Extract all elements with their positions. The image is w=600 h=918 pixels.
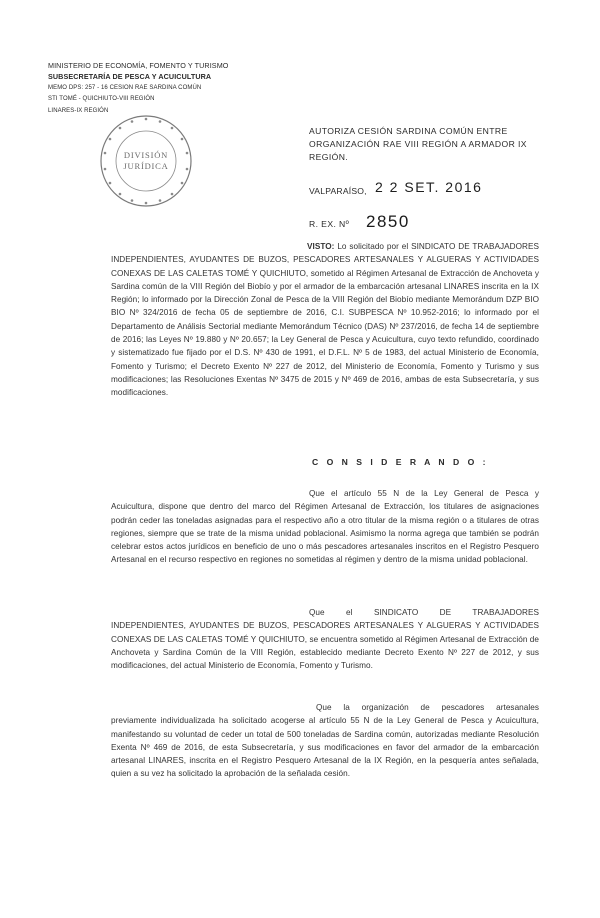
memo-reference: MEMO DPS: 257 - 16 CESION RAE SARDINA COMÚN	[48, 84, 202, 91]
paragraph-text: Que el SINDICATO DE TRABAJADORES INDEPENDIENTES, AYUDANTES DE BUZOS, PESCADORES ARTESANALES Y ALGUERAS Y ACTIVIDADES CONEXAS DE LAS CALETAS TOMÉ Y QUICHIUTO, se encuentra sometido al Régimen Artesanal de Extracción de Anchoveta y Sardina Común de la VIII Región, establecido mediante Decreto Exento Nº 227 de 2012, y sus modificaciones, del actual Ministerio de Economía, Fomento y Turismo.	[111, 608, 539, 671]
seal-line-2: JURÍDICA	[123, 161, 169, 171]
resolution-number-row	[309, 212, 509, 234]
considerando-heading: C O N S I D E R A N D O :	[312, 457, 489, 467]
letterhead	[48, 60, 248, 117]
visto-paragraph	[111, 240, 539, 400]
date-stamp: 2 2 SET. 2016	[375, 179, 483, 195]
considerando-paragraph-2	[111, 606, 539, 672]
resolution-number-label: R. EX. Nº	[309, 219, 350, 229]
city-label: VALPARAÍSO,	[309, 186, 367, 196]
undersecretariat-name: SUBSECRETARÍA DE PESCA Y ACUICULTURA	[48, 72, 212, 82]
division-juridica-seal	[98, 113, 194, 209]
ministry-name: MINISTERIO DE ECONOMÍA, FOMENTO Y TURISMO	[48, 61, 229, 70]
considerando-paragraph-1	[111, 487, 539, 567]
paragraph-text: Que la organización de pescadores artesanales previamente individualizada ha solicitado acogerse al artículo 55 N de la Ley General de Pesca y Acuicultura, manifestando su voluntad de ceder un total de 500 toneladas de Sardina común, autorizadas mediante Resolución Exenta Nº 469 de 2016, de esta Subsecretaría, y sus modificaciones en favor del armador de la embarcación artesanal LINARES, inscrita en el Registro Pesquero Artesanal de la IX Región, en la pesquería antes señalada, quien a su vez ha solicitado la aprobación de la señalada cesión.	[111, 703, 539, 779]
date-row	[309, 179, 549, 199]
resolution-summary: AUTORIZA CESIÓN SARDINA COMÚN ENTRE ORGANIZACIÓN RAE VIII REGIÓN A ARMADOR IX REGIÓN.	[309, 126, 527, 163]
resolution-number: 2850	[366, 212, 410, 231]
paragraph-text: Que el artículo 55 N de la Ley General de Pesca y Acuicultura, dispone que dentro del marco del Régimen Artesanal de Extracción, los titulares de asignaciones podrán ceder las toneladas asignadas para el respectivo año a otro titular de la misma región o a titulares de otras regiones, siempre que se trate de la misma unidad poblacional. Asimismo la norma agrega que también se podrán celebrar estos actos jurídicos en beneficio de uno o más pescadores artesanales inscritos en el Registro Pesquero Artesanal en el recurso respectivo en regiones no sometidas al régimen y dentro de la misma unidad poblacional.	[111, 489, 539, 565]
considerando-paragraph-3	[111, 701, 539, 781]
visto-lead: VISTO:	[307, 242, 335, 251]
visto-text: Lo solicitado por el SINDICATO DE TRABAJADORES INDEPENDIENTES, AYUDANTES DE BUZOS, PESCADORES ARTESANALES Y ALGUERAS Y ACTIVIDADES CONEXAS DE LAS CALETAS TOMÉ Y QUICHIUTO, sometido al Régimen Artesanal de Extracción de Anchoveta y Sardina común de la VIII Región del Biobío y por el armador de la embarcación artesanal LINARES inscrita en la IX Región; lo informado por la Dirección Zonal de Pesca de la VIII Región del Biobío mediante Memorándum DZP BIO BIO Nº 324/2016 de fecha 05 de septiembre de 2016, C.I. SUBPESCA Nº 10.952-2016; lo informado por el Departamento de Análisis Sectorial mediante Memorándum Técnico (DAS) Nº 237/2016, de fecha 14 de septiembre de 2016; las Leyes Nº 19.880 y Nº 20.657; la Ley General de Pesca y Acuicultura, cuyo texto refundido, coordinado y sistematizado fue fijado por el D.S. Nº 430 de 1991, el D.F.L. Nº 5 de 1983, del actual Ministerio de Economía, Fomento y Turismo; el Decreto Exento Nº 227 de 2012, del Ministerio de Economía, Fomento y Turismo y sus modificaciones; las Resoluciones Exentas Nº 3475 de 2015 y Nº 469 de 2016, ambas de esta Subsecretaría, y sus modificaciones.	[111, 242, 539, 398]
seal-line-1: DIVISIÓN	[123, 150, 169, 160]
sti-reference: STI TOMÉ - QUICHIUTO-VIII REGIÓN	[48, 96, 155, 103]
linares-reference: LINARES-IX REGIÓN	[48, 107, 109, 114]
